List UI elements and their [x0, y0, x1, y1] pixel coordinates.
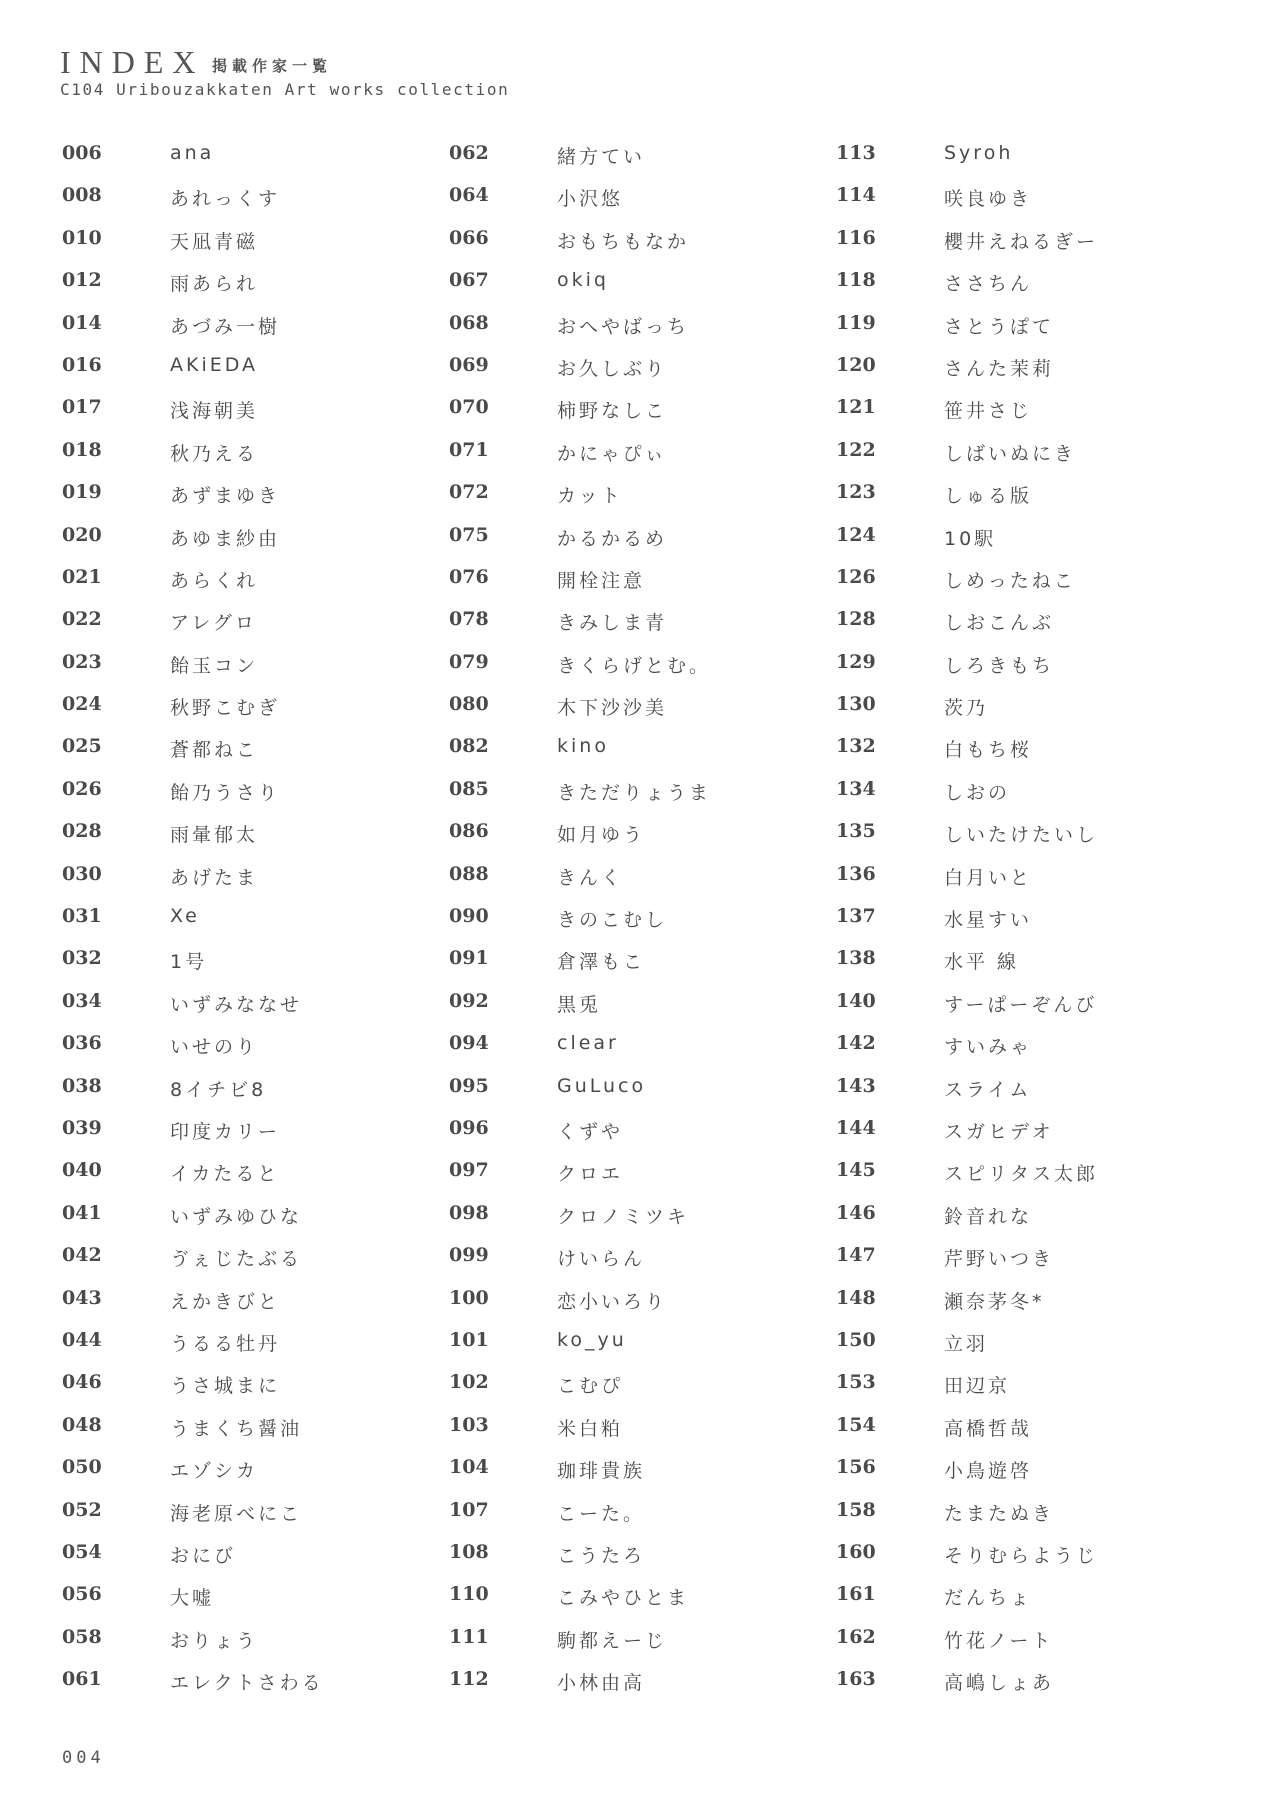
- artist-name: すーぱーぞんび: [944, 993, 1098, 1016]
- page-ref-number: 144: [836, 1116, 876, 1139]
- page-ref-number: 066: [449, 226, 489, 249]
- page-ref-number: 028: [62, 820, 102, 843]
- artist-name: 鈴音れな: [944, 1205, 1033, 1228]
- page-ref-number: 138: [836, 947, 876, 970]
- artist-name: ko_yu: [557, 1328, 627, 1351]
- page-ref-number: 163: [836, 1668, 876, 1691]
- page-ref-number: 088: [449, 862, 489, 885]
- artist-name: スピリタス太郎: [944, 1163, 1099, 1186]
- page-ref-number: 147: [836, 1244, 876, 1267]
- page-ref-number: 085: [449, 777, 489, 800]
- artist-name: 珈琲貴族: [557, 1460, 646, 1483]
- page-ref-number: 156: [836, 1456, 876, 1479]
- page-ref-number: 086: [449, 820, 489, 843]
- artist-name: きんく: [557, 866, 624, 889]
- page-ref-number: 023: [62, 650, 102, 673]
- page-ref-number: 046: [62, 1371, 102, 1394]
- page-ref-number: 122: [836, 438, 876, 461]
- page-ref-number: 061: [62, 1668, 102, 1691]
- page-ref-number: 123: [836, 481, 876, 504]
- artist-name: okiq: [557, 269, 609, 292]
- artist-name: AKiEDA: [170, 353, 259, 376]
- artist-name: あずまゆき: [170, 485, 281, 508]
- page-ref-number: 039: [62, 1116, 102, 1139]
- index-title: INDEX: [60, 44, 205, 80]
- page-ref-number: 110: [449, 1583, 489, 1606]
- artist-name: 飴乃うさり: [170, 781, 281, 804]
- artist-name: ana: [170, 142, 215, 164]
- page-ref-number: 154: [836, 1413, 876, 1436]
- page-ref-number: 108: [449, 1540, 489, 1563]
- page-ref-number: 142: [836, 1032, 876, 1055]
- page-ref-number: 150: [836, 1328, 876, 1351]
- artist-name: 蒼都ねこ: [170, 739, 259, 762]
- artist-name: きくらげとむ。: [557, 654, 712, 677]
- page-ref-number: 024: [62, 693, 102, 716]
- page-ref-number: 022: [62, 608, 102, 631]
- artist-name: しめったねこ: [944, 569, 1076, 592]
- artist-name: あげたま: [170, 866, 259, 889]
- page-ref-number: 094: [449, 1032, 489, 1055]
- index-title-japanese: 掲載作家一覧: [212, 57, 333, 75]
- artist-name: 櫻井えねるぎー: [944, 230, 1099, 253]
- artist-name: 柿野なしこ: [557, 400, 668, 423]
- artist-name: アレグロ: [170, 612, 257, 635]
- artist-name: エレクトさわる: [170, 1672, 324, 1695]
- artist-name: クロノミツキ: [557, 1205, 690, 1228]
- page-ref-number: 054: [62, 1540, 102, 1563]
- artist-name: こうたろ: [557, 1544, 646, 1567]
- page-ref-number: 018: [62, 438, 102, 461]
- artist-name: こみやひとま: [557, 1587, 690, 1610]
- page-ref-number: 161: [836, 1583, 876, 1606]
- page-ref-number: 100: [449, 1286, 489, 1309]
- artist-name: くずや: [557, 1120, 624, 1143]
- artist-name: たまたぬき: [944, 1502, 1055, 1525]
- artist-name: clear: [557, 1032, 619, 1055]
- artist-name: おにび: [170, 1544, 237, 1567]
- page-ref-number: 026: [62, 777, 102, 800]
- page-ref-number: 124: [836, 523, 876, 546]
- artist-name: いせのり: [170, 1036, 259, 1059]
- artist-name: Xe: [170, 905, 200, 928]
- artist-name: 8イチビ8: [170, 1078, 267, 1101]
- artist-name: だんちょ: [944, 1587, 1033, 1610]
- page-ref-number: 092: [449, 989, 489, 1012]
- artist-name: Syroh: [944, 142, 1014, 164]
- artist-name: 高橋哲哉: [944, 1417, 1033, 1440]
- artist-name: あづみ一樹: [170, 315, 281, 338]
- page-ref-number: 140: [836, 989, 876, 1012]
- page-ref-number: 090: [449, 905, 489, 928]
- page-ref-number: 010: [62, 226, 102, 249]
- artist-name: 秋乃える: [170, 442, 259, 465]
- artist-name: うるる牡丹: [170, 1332, 281, 1355]
- artist-name: あらくれ: [170, 569, 259, 592]
- artist-name: うさ城まに: [170, 1375, 281, 1398]
- page-ref-number: 143: [836, 1074, 876, 1097]
- page-ref-number: 030: [62, 862, 102, 885]
- page-ref-number: 025: [62, 735, 102, 758]
- page-ref-number: 130: [836, 693, 876, 716]
- artist-name: きみしま青: [557, 612, 668, 635]
- artist-name: 天凪青磁: [170, 230, 259, 253]
- page-ref-number: 102: [449, 1371, 489, 1394]
- page-ref-number: 044: [62, 1328, 102, 1351]
- page-ref-number: 162: [836, 1625, 876, 1648]
- page-ref-number: 098: [449, 1201, 489, 1224]
- artist-name: 白もち桜: [944, 739, 1033, 762]
- artist-name: 黒兎: [557, 993, 602, 1016]
- artist-name: きただりょうま: [557, 781, 712, 804]
- page-ref-number: 095: [449, 1074, 489, 1097]
- page-ref-number: 031: [62, 905, 102, 928]
- page-ref-number: 014: [62, 311, 102, 334]
- artist-name: 茨乃: [944, 697, 989, 720]
- page-ref-number: 114: [836, 184, 876, 207]
- page-ref-number: 136: [836, 862, 876, 885]
- artist-name: エゾシカ: [170, 1460, 259, 1483]
- page-ref-number: 079: [449, 650, 489, 673]
- artist-name: きのこむし: [557, 909, 668, 932]
- page-ref-number: 056: [62, 1583, 102, 1606]
- artist-name: しばいぬにき: [944, 442, 1077, 465]
- artist-name: GuLuco: [557, 1074, 647, 1097]
- artist-name: さんた茉莉: [944, 357, 1055, 380]
- artist-name: 秋野こむぎ: [170, 697, 281, 720]
- artist-name: 雨あられ: [170, 273, 259, 296]
- artist-name: 咲良ゆき: [944, 188, 1033, 211]
- page-ref-number: 097: [449, 1159, 489, 1182]
- artist-name: 水平 線: [944, 951, 1020, 974]
- artist-name: 水星すい: [944, 909, 1033, 932]
- artist-name: こーた。: [557, 1502, 646, 1525]
- artist-name: しいたけたいし: [944, 824, 1099, 847]
- page-ref-number: 064: [449, 184, 489, 207]
- collection-subtitle: C104 Uribouzakkaten Art works collection: [60, 80, 510, 99]
- page-ref-number: 032: [62, 947, 102, 970]
- artist-name: スガヒデオ: [944, 1120, 1054, 1143]
- page-ref-number: 120: [836, 353, 876, 376]
- page-ref-number: 068: [449, 311, 489, 334]
- artist-name: 米白粕: [557, 1417, 624, 1440]
- page-ref-number: 121: [836, 396, 876, 419]
- artist-name: すいみゃ: [944, 1036, 1033, 1059]
- page-ref-number: 126: [836, 565, 876, 588]
- artist-name: おもちもなか: [557, 230, 690, 253]
- page-ref-number: 067: [449, 269, 489, 292]
- artist-name: 1号: [170, 951, 208, 974]
- artist-name: ささちん: [944, 273, 1033, 296]
- artist-name: しおこんぶ: [944, 612, 1055, 635]
- page-ref-number: 020: [62, 523, 102, 546]
- page-ref-number: 103: [449, 1413, 489, 1436]
- artist-name: 田辺京: [944, 1375, 1011, 1398]
- page-number: 004: [62, 1748, 105, 1768]
- page-ref-number: 070: [449, 396, 489, 419]
- page-ref-number: 072: [449, 481, 489, 504]
- page-ref-number: 129: [836, 650, 876, 673]
- page-ref-number: 017: [62, 396, 102, 419]
- page-ref-number: 080: [449, 693, 489, 716]
- artist-name: あゆま紗由: [170, 527, 281, 550]
- artist-name: 笹井さじ: [944, 400, 1033, 423]
- page-ref-number: 076: [449, 565, 489, 588]
- page-ref-number: 135: [836, 820, 876, 843]
- artist-name: しゅる版: [944, 485, 1033, 508]
- page-ref-number: 062: [449, 142, 489, 164]
- page-ref-number: 069: [449, 353, 489, 376]
- artist-name: 高嶋しょあ: [944, 1672, 1055, 1695]
- artist-name: カット: [557, 485, 623, 508]
- page-ref-number: 132: [836, 735, 876, 758]
- page-ref-number: 160: [836, 1540, 876, 1563]
- artist-name: 立羽: [944, 1332, 989, 1355]
- page-ref-number: 153: [836, 1371, 876, 1394]
- page-ref-number: 012: [62, 269, 102, 292]
- page-ref-number: 050: [62, 1456, 102, 1479]
- artist-name: 印度カリー: [170, 1120, 281, 1143]
- page-ref-number: 048: [62, 1413, 102, 1436]
- artist-name: さとうぽて: [944, 315, 1055, 338]
- page-ref-number: 019: [62, 481, 102, 504]
- artist-name: 駒都えーじ: [557, 1629, 668, 1652]
- page-ref-number: 034: [62, 989, 102, 1012]
- page-ref-number: 099: [449, 1244, 489, 1267]
- page-ref-number: 052: [62, 1498, 102, 1521]
- artist-name: 開栓注意: [557, 569, 646, 592]
- page-ref-number: 040: [62, 1159, 102, 1182]
- page-ref-number: 082: [449, 735, 489, 758]
- artist-name: クロエ: [557, 1163, 624, 1186]
- page-ref-number: 112: [449, 1668, 489, 1691]
- page-ref-number: 043: [62, 1286, 102, 1309]
- artist-name: いずみゆひな: [170, 1205, 303, 1228]
- page-ref-number: 101: [449, 1328, 489, 1351]
- artist-name: イカたると: [170, 1163, 280, 1186]
- artist-name: 恋小いろり: [557, 1290, 668, 1313]
- artist-name: えかきびと: [170, 1290, 281, 1313]
- artist-name: 10駅: [944, 527, 997, 550]
- artist-name: 木下沙沙美: [557, 697, 668, 720]
- page-ref-number: 104: [449, 1456, 489, 1479]
- artist-name: 芹野いつき: [944, 1248, 1055, 1271]
- page-ref-number: 038: [62, 1074, 102, 1097]
- page-ref-number: 071: [449, 438, 489, 461]
- page-ref-number: 042: [62, 1244, 102, 1267]
- page-ref-number: 158: [836, 1498, 876, 1521]
- page-ref-number: 078: [449, 608, 489, 631]
- page-ref-number: 021: [62, 565, 102, 588]
- artist-name: けいらん: [557, 1248, 646, 1271]
- page-ref-number: 128: [836, 608, 876, 631]
- page-ref-number: 036: [62, 1032, 102, 1055]
- page-ref-number: 107: [449, 1498, 489, 1521]
- artist-name: 海老原べにこ: [170, 1502, 303, 1525]
- artist-name: スライム: [944, 1078, 1032, 1101]
- artist-name: 小鳥遊啓: [944, 1460, 1033, 1483]
- page-ref-number: 116: [836, 226, 876, 249]
- artist-name: 瀬奈茅冬*: [944, 1290, 1045, 1313]
- artist-name: 如月ゆう: [557, 824, 646, 847]
- artist-name: あれっくす: [170, 188, 281, 211]
- artist-name: かにゃぴぃ: [557, 442, 667, 465]
- artist-name: いずみななせ: [170, 993, 303, 1016]
- page-ref-number: 096: [449, 1116, 489, 1139]
- page-ref-number: 119: [836, 311, 876, 334]
- page-ref-number: 137: [836, 905, 876, 928]
- artist-name: しろきもち: [944, 654, 1055, 677]
- artist-name: 白月いと: [944, 866, 1033, 889]
- artist-name: 緒方てい: [557, 146, 646, 168]
- artist-name: しおの: [944, 781, 1011, 804]
- page-ref-number: 006: [62, 142, 102, 164]
- artist-name: こむぴ: [557, 1375, 624, 1398]
- artist-name: 雨暈郁太: [170, 824, 259, 847]
- artist-name: kino: [557, 735, 609, 758]
- artist-name: かるかるめ: [557, 527, 668, 550]
- artist-name: 浅海朝美: [170, 400, 259, 423]
- page-ref-number: 145: [836, 1159, 876, 1182]
- page-ref-number: 041: [62, 1201, 102, 1224]
- page-ref-number: 008: [62, 184, 102, 207]
- artist-name: そりむらようじ: [944, 1544, 1099, 1567]
- artist-name: 竹花ノート: [944, 1629, 1054, 1652]
- artist-name: 倉澤もこ: [557, 951, 646, 974]
- page-ref-number: 016: [62, 353, 102, 376]
- page-ref-number: 113: [836, 142, 876, 164]
- artist-name: おりょう: [170, 1629, 259, 1652]
- artist-name: ゔぇじたぶる: [170, 1248, 303, 1271]
- artist-name: 小沢悠: [557, 188, 624, 211]
- page-ref-number: 111: [449, 1625, 489, 1648]
- artist-name: お久しぶり: [557, 357, 668, 380]
- artist-name: 飴玉コン: [170, 654, 259, 677]
- page-ref-number: 134: [836, 777, 876, 800]
- artist-name: 大嘘: [170, 1587, 215, 1610]
- artist-name: 小林由高: [557, 1672, 646, 1695]
- page-ref-number: 091: [449, 947, 489, 970]
- page-ref-number: 118: [836, 269, 876, 292]
- page-ref-number: 075: [449, 523, 489, 546]
- page-ref-number: 148: [836, 1286, 876, 1309]
- page-ref-number: 058: [62, 1625, 102, 1648]
- page-ref-number: 146: [836, 1201, 876, 1224]
- artist-name: うまくち醤油: [170, 1417, 303, 1440]
- artist-name: おへやばっち: [557, 315, 690, 338]
